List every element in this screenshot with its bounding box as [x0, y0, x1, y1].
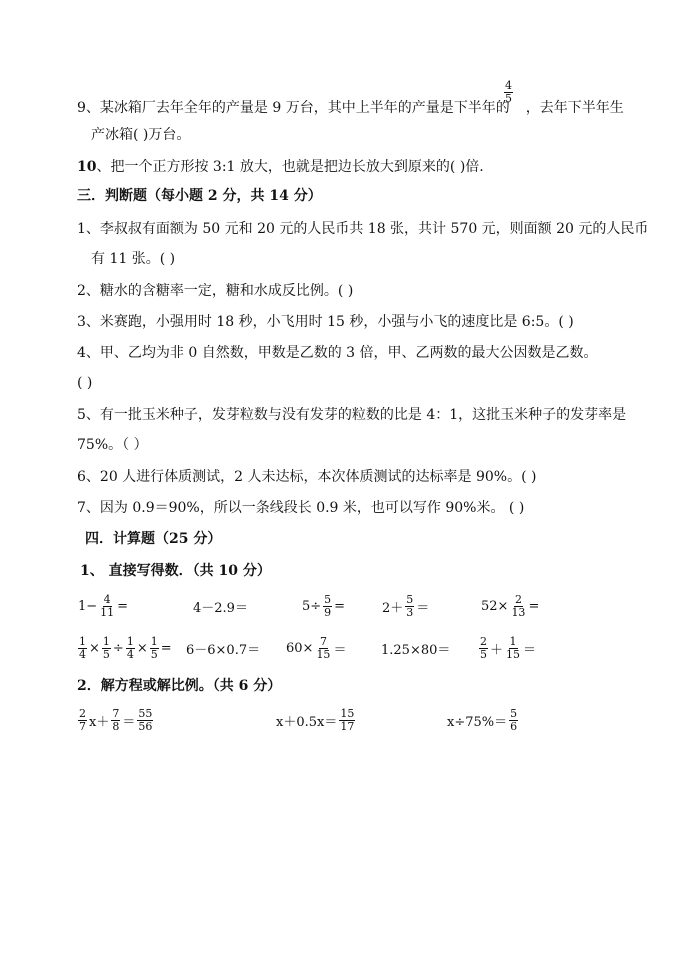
fraction-denominator: 5: [505, 92, 512, 105]
fraction-numerator: 7: [319, 634, 327, 648]
expr-text: x＋0.5x＝: [276, 714, 338, 730]
subsection-1-title: 1、 直接写得数．（共 10 分）: [80, 563, 271, 579]
fraction-numerator: 2: [514, 592, 522, 606]
fraction-denominator: 8: [112, 719, 120, 733]
question-9-line-2: 产冰箱( )万台。: [91, 127, 191, 143]
fraction-denominator: 11: [100, 605, 115, 619]
expr-equals: =: [334, 598, 346, 614]
fraction: [323, 594, 332, 619]
question-9-line-1: [77, 98, 624, 118]
subsection-2-title: 2．解方程或解比例。（共 6 分）: [77, 678, 282, 694]
judge-item-4-line-2: ( ): [77, 375, 93, 391]
fraction-denominator: 4: [126, 647, 134, 661]
expr-text: 1−: [78, 598, 98, 614]
expr-equals: =: [117, 598, 129, 614]
fraction: [99, 594, 115, 619]
fraction-numerator: 5: [324, 592, 332, 606]
expr-equals: ＝: [333, 642, 347, 658]
fraction-denominator: 5: [150, 647, 158, 661]
fraction: [339, 708, 355, 733]
fraction-numerator: 4: [103, 592, 111, 606]
judge-item-2: 2、糖水的含糖率一定，糖和水成反比例。( ): [77, 283, 354, 299]
question-10: [77, 157, 484, 177]
judge-item-6: 6、20 人进行体质测试，2 人未达标，本次体质测试的达标率是 90%。( ): [77, 469, 537, 485]
expr-equals: ＝: [122, 714, 136, 730]
fraction-numerator: 1: [509, 634, 517, 648]
expr-equals: ＝: [523, 642, 537, 658]
judge-item-7: 7、因为 0.9＝90%，所以一条线段长 0.9 米，也可以写作 90%米。 ( ): [77, 500, 525, 516]
expr-equals: ＝: [416, 600, 430, 616]
expr-text: x÷75%＝: [447, 714, 508, 730]
calc-row2-expr2: 6－6×0.7＝: [186, 642, 261, 658]
fraction-numerator: 5: [510, 706, 518, 720]
calc-row2-expr5: [478, 633, 537, 663]
fraction-numerator: 15: [340, 706, 355, 720]
question-10-text: 、把一个正方形按 3:1 放大，也就是把边长放大到原来的( )倍.: [96, 159, 484, 175]
fraction-denominator: 5: [102, 647, 110, 661]
section-3-title: 三．判断题（每小题 2 分，共 14 分）: [77, 188, 322, 204]
fraction: [102, 636, 111, 661]
question-9-fraction: [504, 80, 513, 105]
fraction-denominator: 13: [511, 605, 526, 619]
fraction-numerator: 5: [406, 592, 414, 606]
calc-row2-expr4: 1.25×80＝: [381, 642, 451, 658]
calc-row1-expr5: [480, 591, 540, 621]
section-4-title: 四．计算题（25 分）: [85, 531, 222, 547]
fraction: [111, 708, 120, 733]
fraction: [479, 636, 488, 661]
fraction-numerator: 7: [112, 706, 120, 720]
fraction: [78, 708, 87, 733]
fraction-denominator: 9: [324, 605, 332, 619]
judge-item-5-line-2: 75%。（ ）: [77, 437, 148, 453]
equation-1: [77, 705, 154, 735]
judge-item-1-line-1: 1、李叔叔有面额为 50 元和 20 元的人民币共 18 张，共计 570 元，则面额 20 元的人民币: [77, 221, 649, 237]
equation-2: [275, 705, 356, 735]
fraction: [78, 636, 87, 661]
fraction-numerator: 2: [480, 634, 487, 648]
calc-row1-expr1: [77, 591, 129, 621]
question-10-number: 10: [77, 159, 97, 175]
calc-row1-expr3: [301, 591, 346, 621]
judge-item-3: 3、米赛跑，小强用时 18 秒，小飞用时 15 秒，小强与小飞的速度比是 6:5。( ): [77, 314, 574, 330]
fraction-numerator: 1: [79, 634, 86, 648]
operator: ×: [136, 640, 148, 656]
expr-text: 60×: [286, 640, 314, 656]
expr-equals: =: [160, 640, 172, 656]
fraction-numerator: 2: [79, 706, 86, 720]
fraction-numerator: 1: [126, 634, 134, 648]
expr-text: 5÷: [302, 598, 322, 614]
operator: ÷: [112, 640, 124, 656]
judge-item-1-line-2: 有 11 张。( ): [91, 251, 176, 267]
fraction-denominator: 15: [506, 647, 521, 661]
fraction: [137, 708, 153, 733]
calc-row1-expr2: 4－2.9＝: [193, 600, 248, 616]
fraction: [315, 636, 331, 661]
fraction-denominator: 4: [79, 647, 86, 661]
fraction-denominator: 6: [510, 719, 518, 733]
fraction-denominator: 56: [138, 719, 153, 733]
calc-row1-expr4: [381, 591, 430, 621]
expr-equals: =: [528, 598, 540, 614]
question-9-text-a: 9、某冰箱厂去年全年的产量是 9 万台，其中上半年的产量是下半年的: [77, 100, 510, 116]
operator: ＋: [490, 642, 504, 658]
fraction: [150, 636, 159, 661]
fraction-numerator: 1: [102, 634, 110, 648]
fraction-denominator: 15: [316, 647, 331, 661]
fraction: [510, 594, 526, 619]
expr-text: x＋: [89, 714, 110, 730]
fraction: [405, 594, 414, 619]
fraction-numerator: 55: [138, 706, 153, 720]
judge-item-5-line-1: 5、有一批玉米种子，发芽粒数与没有发芽的粒数的比是 4：1，这批玉米种子的发芽率是: [77, 407, 627, 423]
fraction-numerator: 4: [505, 79, 512, 92]
fraction: [509, 708, 518, 733]
fraction-denominator: 17: [340, 719, 355, 733]
fraction-denominator: 5: [480, 647, 487, 661]
operator: ×: [89, 640, 100, 656]
calc-row2-expr3: [285, 633, 347, 663]
fraction: [126, 636, 135, 661]
fraction-denominator: 7: [79, 719, 86, 733]
fraction: [505, 636, 521, 661]
equation-3: [446, 705, 519, 735]
question-9-text-b: ，去年下半年生: [525, 100, 624, 116]
judge-item-4-line-1: 4、甲、乙均为非 0 自然数，甲数是乙数的 3 倍，甲、乙两数的最大公因数是乙数。: [77, 345, 598, 361]
calc-row2-expr1: [77, 633, 173, 663]
fraction-numerator: 1: [150, 634, 158, 648]
fraction-denominator: 3: [406, 605, 414, 619]
expr-text: 52×: [481, 598, 509, 614]
expr-text: 2＋: [382, 600, 404, 616]
